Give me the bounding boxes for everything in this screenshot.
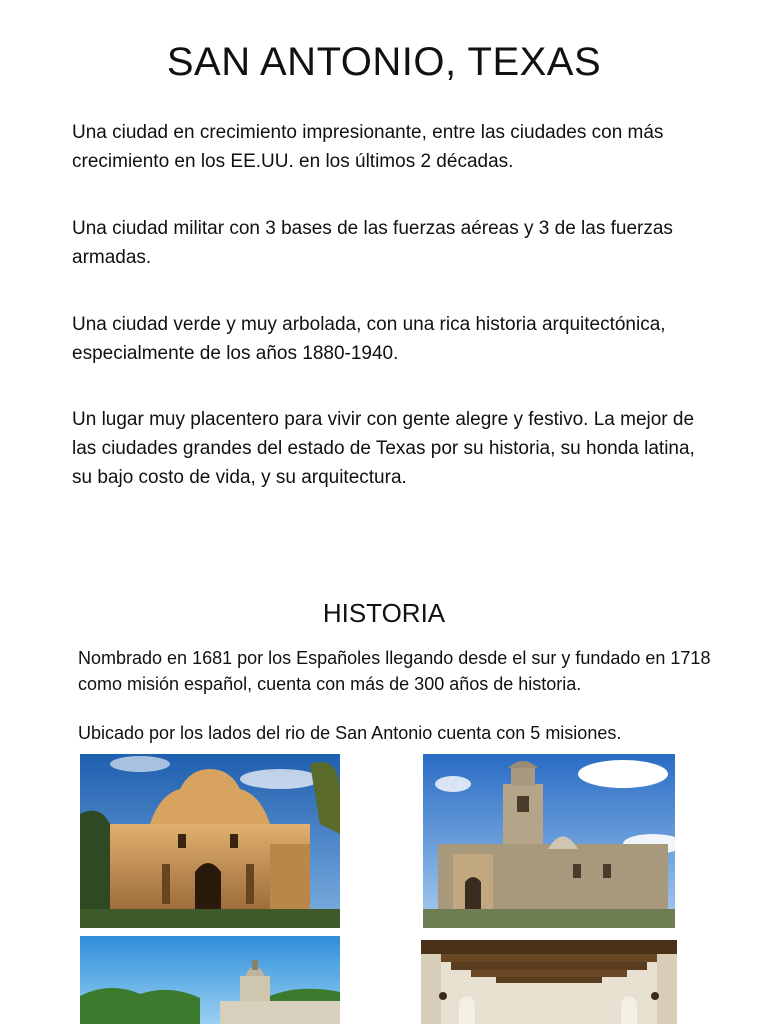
historia-paragraph-missions: Ubicado por los lados del rio de San Antonio cuenta con 5 misiones. — [78, 723, 622, 743]
intro-paragraph-green: Una ciudad verde y muy arbolada, con una rica historia arquitectónica, especialmente de los años 1880-1940. — [72, 314, 666, 364]
mission-interior-ceiling-photo — [421, 940, 677, 1024]
intro-paragraph-growth: Una ciudad en crecimiento impresionante, entre las ciudades con más crecimiento en los EE.UU. en los últimos 2 décadas. — [72, 122, 664, 172]
page-title: SAN ANTONIO, TEXAS — [166, 40, 602, 84]
section-heading-historia: HISTORIA — [322, 598, 446, 628]
mission-san-jose-photo — [423, 754, 675, 928]
intro-paragraph-military: Una ciudad militar con 3 bases de las fuerzas aéreas y 3 de las fuerzas armadas. — [72, 218, 673, 268]
historia-paragraph-founding: Nombrado en 1681 por los Españoles llegando desde el sur y fundado en 1718 como misión español, cuenta con más de 300 años de historia. — [78, 648, 711, 694]
mission-espada-photo — [80, 936, 340, 1024]
alamo-mission-photo — [80, 754, 340, 928]
intro-paragraph-lifestyle: Un lugar muy placentero para vivir con gente alegre y festivo. La mejor de las ciudades grandes del estado de Texas por su historia, su honda latina, su bajo costo de vida, y su arquitectura. — [72, 409, 695, 488]
